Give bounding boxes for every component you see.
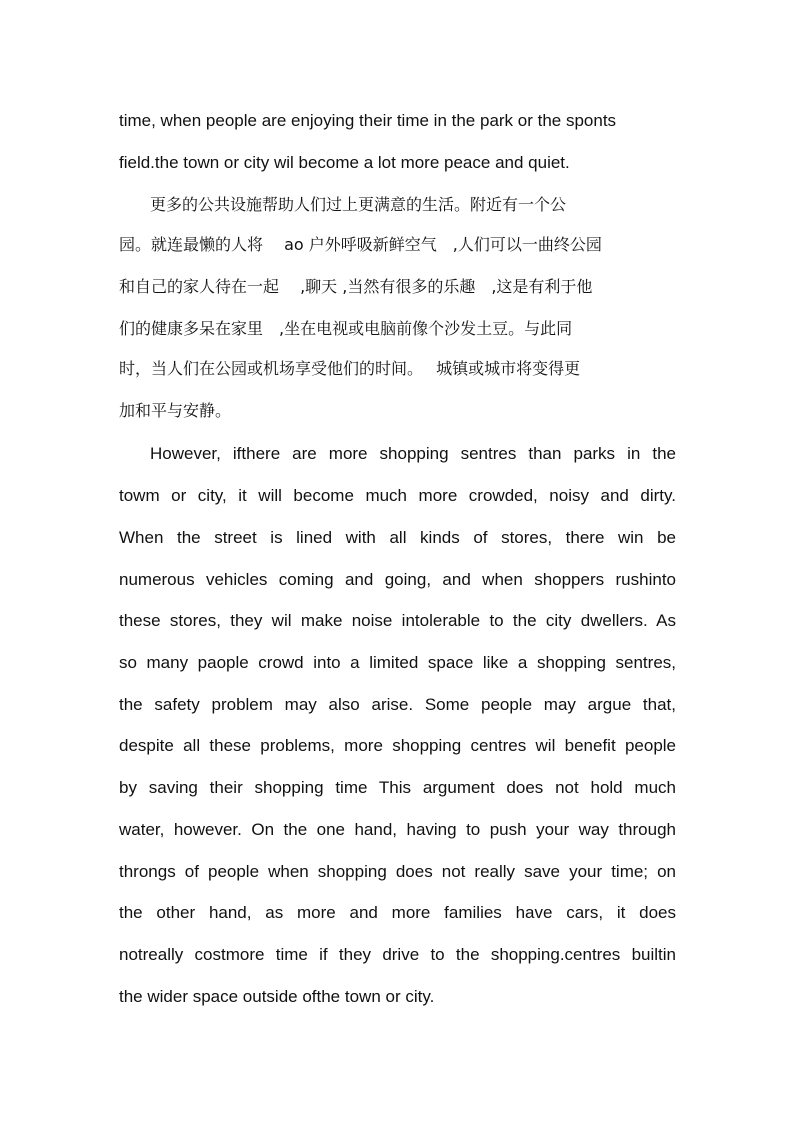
text-line: 加和平与安静。 xyxy=(119,401,232,420)
text-line: numerous vehicles coming and going, and when shoppers rushinto xyxy=(119,570,676,589)
text-line: these stores, they wil make noise intolerable to the city dwellers. As xyxy=(119,611,676,630)
text-line: despite all these problems, more shopping centres wil benefit people xyxy=(119,736,676,755)
text-line: the other hand, as more and more families have cars, it does xyxy=(119,903,676,922)
text-line: by saving their shopping time This argument does not hold much xyxy=(119,778,676,797)
text-line: notreally costmore time if they drive to the shopping.centres builtin xyxy=(119,945,676,964)
text-line: towm or city, it will become much more crowded, noisy and dirty. xyxy=(119,486,676,505)
text-line: However, ifthere are more shopping sentres than parks in the xyxy=(150,444,676,463)
text-line: throngs of people when shopping does not really save your time; on xyxy=(119,862,676,881)
text-line: 园。就连最懒的人将 ao 户外呼吸新鲜空气 ,人们可以一曲终公园 xyxy=(119,235,602,254)
text-line: time, when people are enjoying their time in the park or the sponts xyxy=(119,111,617,130)
text-line: field.the town or city wil become a lot more peace and quiet. xyxy=(119,153,570,172)
text-line: the wider space outside ofthe town or city. xyxy=(119,987,435,1006)
text-line: When the street is lined with all kinds of stores, there win be xyxy=(119,528,676,547)
text-line: the safety problem may also arise. Some people may argue that, xyxy=(119,695,676,714)
text-line: 时，当人们在公园或机场享受他们的时间。 城镇或城市将变得更 xyxy=(119,359,581,378)
text-line: 们的健康多呆在家里 ,坐在电视或电脑前像个沙发土豆。与此同 xyxy=(119,319,573,338)
text-line: water, however. On the one hand, having to push your way through xyxy=(119,820,676,839)
text-line: 更多的公共设施帮助人们过上更满意的生活。附近有一个公 xyxy=(150,195,567,214)
text-line: 和自己的家人待在一起 ,聊天 ,当然有很多的乐趣 ,这是有利于他 xyxy=(119,277,593,296)
text-line: so many paople crowd into a limited space like a shopping sentres, xyxy=(119,653,676,672)
